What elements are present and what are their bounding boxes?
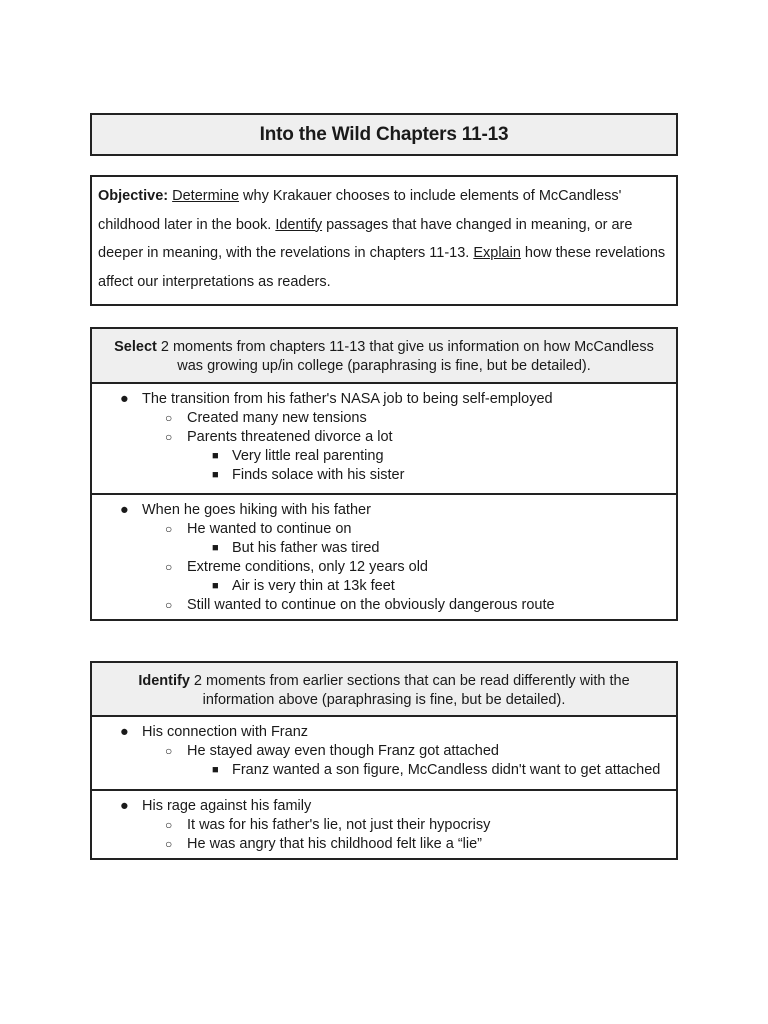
detail-text: He stayed away even though Franz got attached (187, 743, 499, 759)
list-item (92, 816, 676, 835)
list-item (92, 428, 676, 447)
title-text: Into the Wild Chapters 11-13 (259, 123, 509, 145)
circle-bullet-icon: ○ (165, 560, 173, 574)
detail-text: Created many new tensions (187, 410, 367, 426)
moment-text: When he goes hiking with his father (142, 502, 371, 518)
circle-bullet-icon: ○ (165, 411, 173, 425)
square-bullet-icon: ■ (212, 542, 219, 554)
list-item (92, 466, 676, 485)
list-item (92, 390, 676, 409)
bullet-icon: ● (120, 724, 129, 740)
objective-verb-determine: Determine (172, 188, 240, 204)
select-header (92, 329, 676, 384)
moment-text: The transition from his father's NASA job to being self-employed (142, 391, 553, 407)
select-table (90, 327, 678, 621)
list-item (92, 558, 676, 577)
identify-moment-2[interactable] (92, 789, 676, 858)
list-item (92, 761, 676, 780)
identify-header (92, 663, 676, 717)
detail-text: He was angry that his childhood felt like a “lie” (187, 836, 482, 852)
moment-text: His rage against his family (142, 798, 312, 814)
select-moment-1[interactable] (92, 384, 676, 493)
list-item (92, 447, 676, 466)
worksheet-title (90, 113, 678, 156)
detail-text: He wanted to continue on (187, 521, 352, 537)
list-item (92, 501, 676, 520)
circle-bullet-icon: ○ (165, 522, 173, 536)
objective-box (90, 175, 678, 306)
identify-prompt: 2 moments from earlier sections that can be read differently with the information above (paraphrasing is fine, but be detailed). (189, 673, 630, 708)
list-item (92, 520, 676, 539)
square-bullet-icon: ■ (212, 450, 219, 462)
circle-bullet-icon: ○ (165, 744, 173, 758)
moment-text: His connection with Franz (142, 724, 309, 740)
list-item (92, 723, 676, 742)
list-item (92, 577, 676, 596)
square-bullet-icon: ■ (212, 580, 219, 592)
circle-bullet-icon: ○ (165, 837, 173, 851)
list-item (92, 742, 676, 761)
detail-text: Franz wanted a son figure, McCandless didn't want to get attached (232, 762, 661, 778)
detail-text: Finds solace with his sister (232, 467, 405, 483)
identify-keyword: Identify (138, 673, 190, 689)
detail-text: Very little real parenting (232, 448, 384, 464)
identify-moment-1[interactable] (92, 717, 676, 789)
objective-label: Objective: (98, 188, 169, 204)
circle-bullet-icon: ○ (165, 818, 173, 832)
objective-text-1: why Krakauer chooses to include elements of McCandless' childhood later in the book. (98, 188, 622, 233)
list-item (92, 409, 676, 428)
circle-bullet-icon: ○ (165, 430, 173, 444)
bullet-icon: ● (120, 391, 129, 407)
select-prompt: 2 moments from chapters 11-13 that give us information on how McCandless was growing up/in college (paraphrasing is fine, but be detailed). (156, 339, 654, 374)
select-keyword: Select (114, 339, 157, 355)
square-bullet-icon: ■ (212, 764, 219, 776)
detail-text: But his father was tired (232, 540, 380, 556)
select-moment-2[interactable] (92, 493, 676, 619)
objective-verb-explain: Explain (473, 245, 521, 261)
detail-text: Parents threatened divorce a lot (187, 429, 393, 445)
list-item (92, 539, 676, 558)
bullet-icon: ● (120, 502, 129, 518)
square-bullet-icon: ■ (212, 469, 219, 481)
circle-bullet-icon: ○ (165, 598, 173, 612)
objective-text-2: passages that have changed in meaning, or are deeper in meaning, with the revelations in chapters 11-13. (98, 216, 633, 261)
list-item (92, 835, 676, 854)
list-item (92, 797, 676, 816)
bullet-icon: ● (120, 798, 129, 814)
objective-verb-identify: Identify (275, 216, 323, 233)
detail-text: Extreme conditions, only 12 years old (187, 559, 428, 575)
detail-text: Still wanted to continue on the obviously dangerous route (187, 597, 555, 613)
detail-text: Air is very thin at 13k feet (232, 578, 395, 594)
objective-text-3: how these revelations affect our interpretations as readers. (98, 245, 666, 290)
identify-table (90, 661, 678, 860)
detail-text: It was for his father's lie, not just their hypocrisy (187, 817, 491, 833)
list-item (92, 596, 676, 615)
